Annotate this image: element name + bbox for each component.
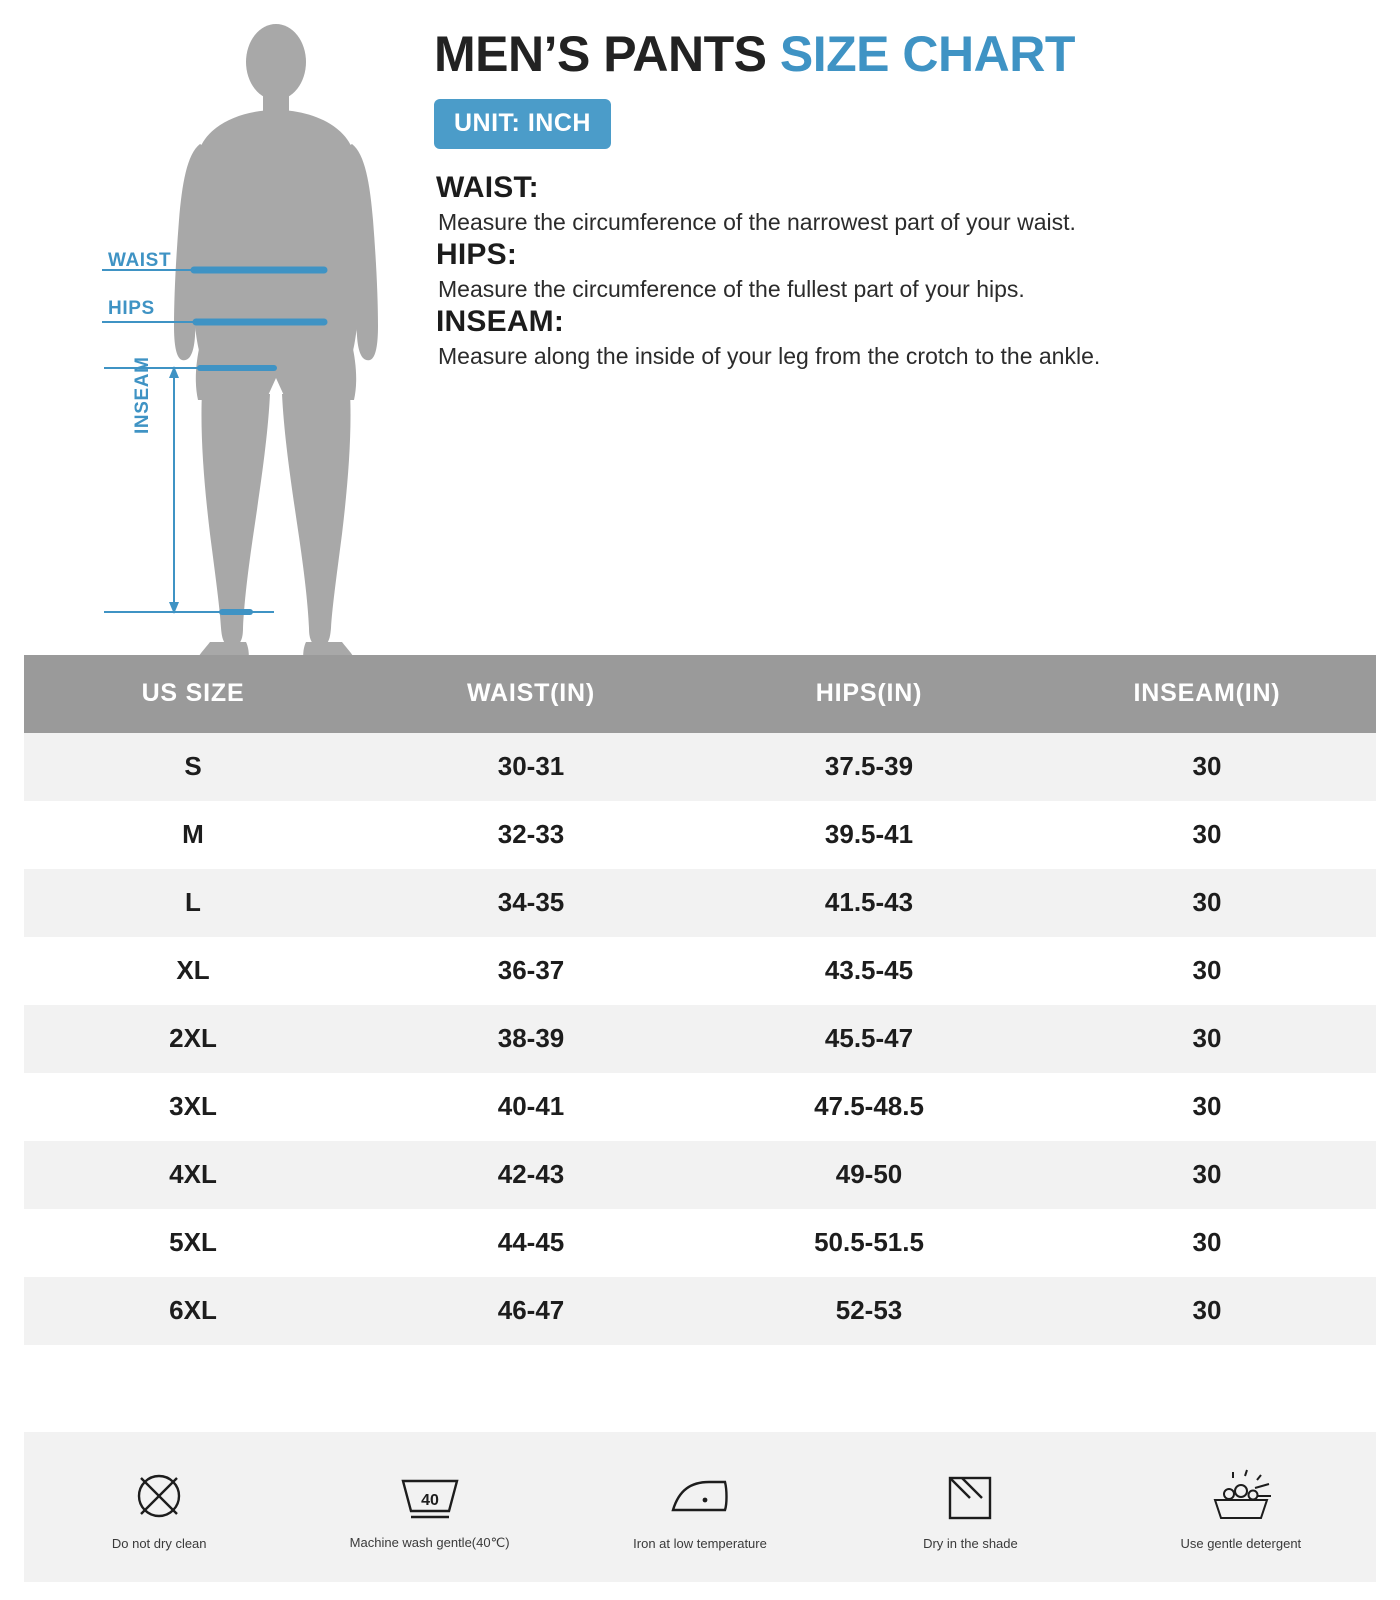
gentle-detergent-icon — [1106, 1464, 1376, 1528]
top-section — [0, 0, 1400, 680]
cell-inseam: 30 — [1038, 801, 1376, 869]
cell-waist: 36-37 — [362, 937, 700, 1005]
measure-guide-inseam — [434, 305, 1376, 372]
table-row — [24, 1141, 1376, 1209]
guide-term-hips: HIPS: — [436, 237, 518, 271]
table-row — [24, 1209, 1376, 1277]
cell-size: 5XL — [24, 1209, 362, 1277]
cell-inseam: 30 — [1038, 1277, 1376, 1345]
care-item-no-dry-clean — [24, 1464, 294, 1551]
cell-size: S — [24, 733, 362, 801]
cell-size: 6XL — [24, 1277, 362, 1345]
table-row — [24, 937, 1376, 1005]
cell-hips: 47.5-48.5 — [700, 1073, 1038, 1141]
guide-term-inseam: INSEAM: — [436, 304, 565, 338]
title-main: MEN’S PANTS — [434, 26, 780, 82]
iron-low-temperature-icon — [565, 1464, 835, 1528]
cell-hips: 43.5-45 — [700, 937, 1038, 1005]
guide-desc-hips: Measure the circumference of the fullest part of your hips. — [438, 275, 1025, 302]
cell-inseam: 30 — [1038, 1141, 1376, 1209]
body-silhouette-svg — [24, 14, 424, 674]
cell-waist: 32-33 — [362, 801, 700, 869]
page-title — [434, 28, 1376, 81]
guide-term-waist: WAIST: — [436, 170, 539, 204]
cell-hips: 39.5-41 — [700, 801, 1038, 869]
size-table — [24, 655, 1376, 1345]
cell-size: M — [24, 801, 362, 869]
cell-hips: 50.5-51.5 — [700, 1209, 1038, 1277]
no-dry-clean-icon — [24, 1464, 294, 1528]
cell-size: L — [24, 869, 362, 937]
machine-wash-gentle-icon — [294, 1463, 564, 1527]
unit-badge: UNIT: INCH — [434, 99, 611, 149]
cell-waist: 44-45 — [362, 1209, 700, 1277]
table-row — [24, 1073, 1376, 1141]
cell-inseam: 30 — [1038, 733, 1376, 801]
cell-waist: 34-35 — [362, 869, 700, 937]
table-row — [24, 801, 1376, 869]
care-item-dry-shade — [835, 1464, 1105, 1551]
care-item-detergent — [1106, 1464, 1376, 1551]
cell-size: 3XL — [24, 1073, 362, 1141]
cell-hips: 37.5-39 — [700, 733, 1038, 801]
cell-waist: 40-41 — [362, 1073, 700, 1141]
care-label-detergent: Use gentle detergent — [1180, 1535, 1302, 1551]
size-table-body — [24, 733, 1376, 1345]
cell-inseam: 30 — [1038, 1073, 1376, 1141]
care-label-no-dry-clean: Do not dry clean — [111, 1535, 207, 1551]
waist-label: WAIST — [108, 250, 172, 271]
cell-waist: 38-39 — [362, 1005, 700, 1073]
cell-hips: 45.5-47 — [700, 1005, 1038, 1073]
measure-guide-waist — [434, 171, 1376, 238]
care-label-dry-shade: Dry in the shade — [923, 1535, 1018, 1551]
info-column — [424, 14, 1376, 680]
table-header-row — [24, 655, 1376, 733]
care-label-iron: Iron at low temperature — [633, 1535, 767, 1551]
svg-text:40: 40 — [420, 1492, 439, 1509]
size-table-wrapper — [24, 655, 1376, 1345]
size-table-head — [24, 655, 1376, 733]
table-row — [24, 869, 1376, 937]
column-header-hips: HIPS(IN) — [700, 655, 1038, 733]
cell-size: 4XL — [24, 1141, 362, 1209]
cell-inseam: 30 — [1038, 1209, 1376, 1277]
inseam-label: INSEAM — [132, 356, 153, 434]
cell-hips: 49-50 — [700, 1141, 1038, 1209]
cell-hips: 41.5-43 — [700, 869, 1038, 937]
hips-label: HIPS — [108, 298, 155, 319]
cell-waist: 30-31 — [362, 733, 700, 801]
dry-in-shade-icon — [835, 1464, 1105, 1528]
measure-guide-hips — [434, 238, 1376, 305]
cell-hips: 52-53 — [700, 1277, 1038, 1345]
table-row — [24, 1005, 1376, 1073]
table-row — [24, 1277, 1376, 1345]
cell-waist: 42-43 — [362, 1141, 700, 1209]
body-figure — [24, 14, 424, 680]
cell-inseam: 30 — [1038, 869, 1376, 937]
column-header-inseam: INSEAM(IN) — [1038, 655, 1376, 733]
cell-size: XL — [24, 937, 362, 1005]
title-accent: SIZE CHART — [779, 26, 1075, 82]
table-row — [24, 733, 1376, 801]
cell-waist: 46-47 — [362, 1277, 700, 1345]
care-item-machine-wash — [294, 1463, 564, 1551]
care-item-iron — [565, 1464, 835, 1551]
column-header-us-size: US SIZE — [24, 655, 362, 733]
care-instructions-bar — [24, 1432, 1376, 1582]
column-header-waist: WAIST(IN) — [362, 655, 700, 733]
guide-desc-waist: Measure the circumference of the narrowest part of your waist. — [438, 208, 1076, 235]
cell-size: 2XL — [24, 1005, 362, 1073]
cell-inseam: 30 — [1038, 1005, 1376, 1073]
care-label-machine-wash: Machine wash gentle(40℃) — [349, 1535, 510, 1550]
guide-desc-inseam: Measure along the inside of your leg from the crotch to the ankle. — [438, 342, 1101, 369]
cell-inseam: 30 — [1038, 937, 1376, 1005]
